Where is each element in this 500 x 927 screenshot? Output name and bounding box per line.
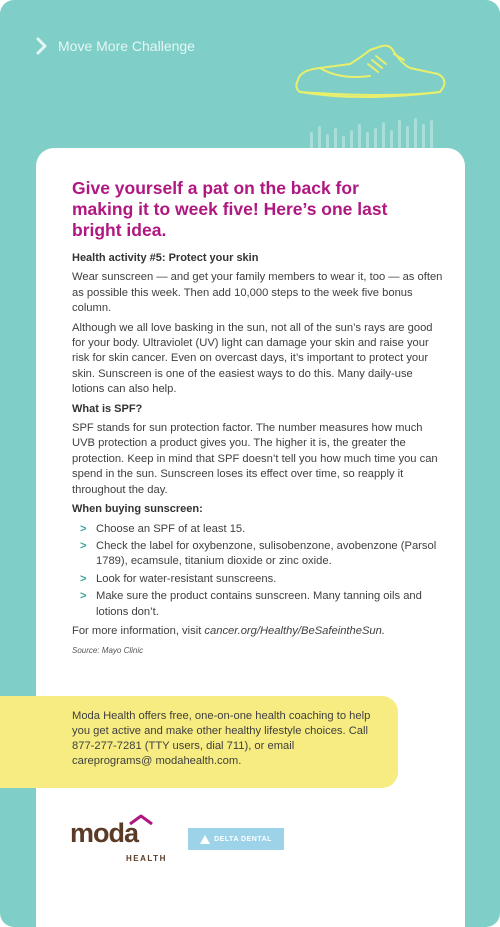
list-item: > Look for water-resistant sunscreens. xyxy=(72,572,447,587)
challenge-header xyxy=(34,36,195,56)
bullet-arrow-icon: > xyxy=(80,539,87,552)
more-info: For more information, visit cancer.org/Healthy/BeSafeintheSun. xyxy=(72,624,385,637)
sneaker-icon xyxy=(290,40,450,110)
bullet-arrow-icon: > xyxy=(80,572,87,585)
delta-dental-logo xyxy=(188,828,284,850)
moda-health-label: HEALTH xyxy=(126,854,167,863)
delta-dental-label: DELTA DENTAL xyxy=(214,835,272,843)
spf-body: SPF stands for sun protection factor. The number measures how much UVB protection a product gives you. The higher it is, the greater the protection. Keep in mind that SPF doesn’t tell you how much time you can spend in the sun. Sunscreen loses its effect over time, so reapply it throughout the day. xyxy=(72,422,438,496)
list-item: > Check the label for oxybenzone, sulisobenzone, avobenzone (Parsol 1789), ecamsule, titanium dioxide or zinc oxide. xyxy=(80,539,437,568)
moda-wordmark: moda xyxy=(70,818,139,848)
moda-hat-icon xyxy=(128,814,154,826)
delta-triangle-icon xyxy=(200,835,210,844)
moda-logo xyxy=(70,818,167,863)
buying-list xyxy=(72,522,447,620)
list-item: > Make sure the product contains sunscreen. Many tanning oils and lotions don’t. xyxy=(80,590,422,618)
info-link[interactable]: cancer.org/Healthy/BeSafeintheSun. xyxy=(204,624,385,637)
headline: Give yourself a pat on the back for making it to week five! Here’s one last bright idea. xyxy=(72,178,388,240)
article xyxy=(72,178,447,659)
source-note: Source: Mayo Clinic xyxy=(72,646,144,656)
list-item: > Choose an SPF of at least 15. xyxy=(72,522,447,537)
challenge-title: Move More Challenge xyxy=(58,38,195,54)
activity-intro: Wear sunscreen — and get your family members to wear it, too — as often as possible this week. Then add 10,000 steps to the week five bonus column. xyxy=(72,271,443,315)
bullet-arrow-icon: > xyxy=(80,590,87,603)
chevron-right-icon xyxy=(34,36,52,56)
spf-title: What is SPF? xyxy=(72,402,143,415)
buying-title: When buying sunscreen: xyxy=(72,503,203,516)
footstep-bars-icon xyxy=(310,118,440,152)
activity-title: Health activity #5: Protect your skin xyxy=(72,252,259,264)
activity-body: Although we all love basking in the sun, not all of the sun’s rays are good for your body. Ultraviolet (UV) light can damage your skin and raise your risk for skin cancer. Even on overcast days, it’s important to protect your skin. Sunscreen is one of the easiest ways to do this. Many daily-use lotions can also help. xyxy=(72,321,433,396)
coaching-text: Moda Health offers free, one-on-one health coaching to help you get active and make other healthy lifestyle choices. Call 877-277-7281 (TTY users, dial 711), or email careprograms@ modahealth.com. xyxy=(72,710,371,767)
bullet-arrow-icon: > xyxy=(80,522,87,535)
